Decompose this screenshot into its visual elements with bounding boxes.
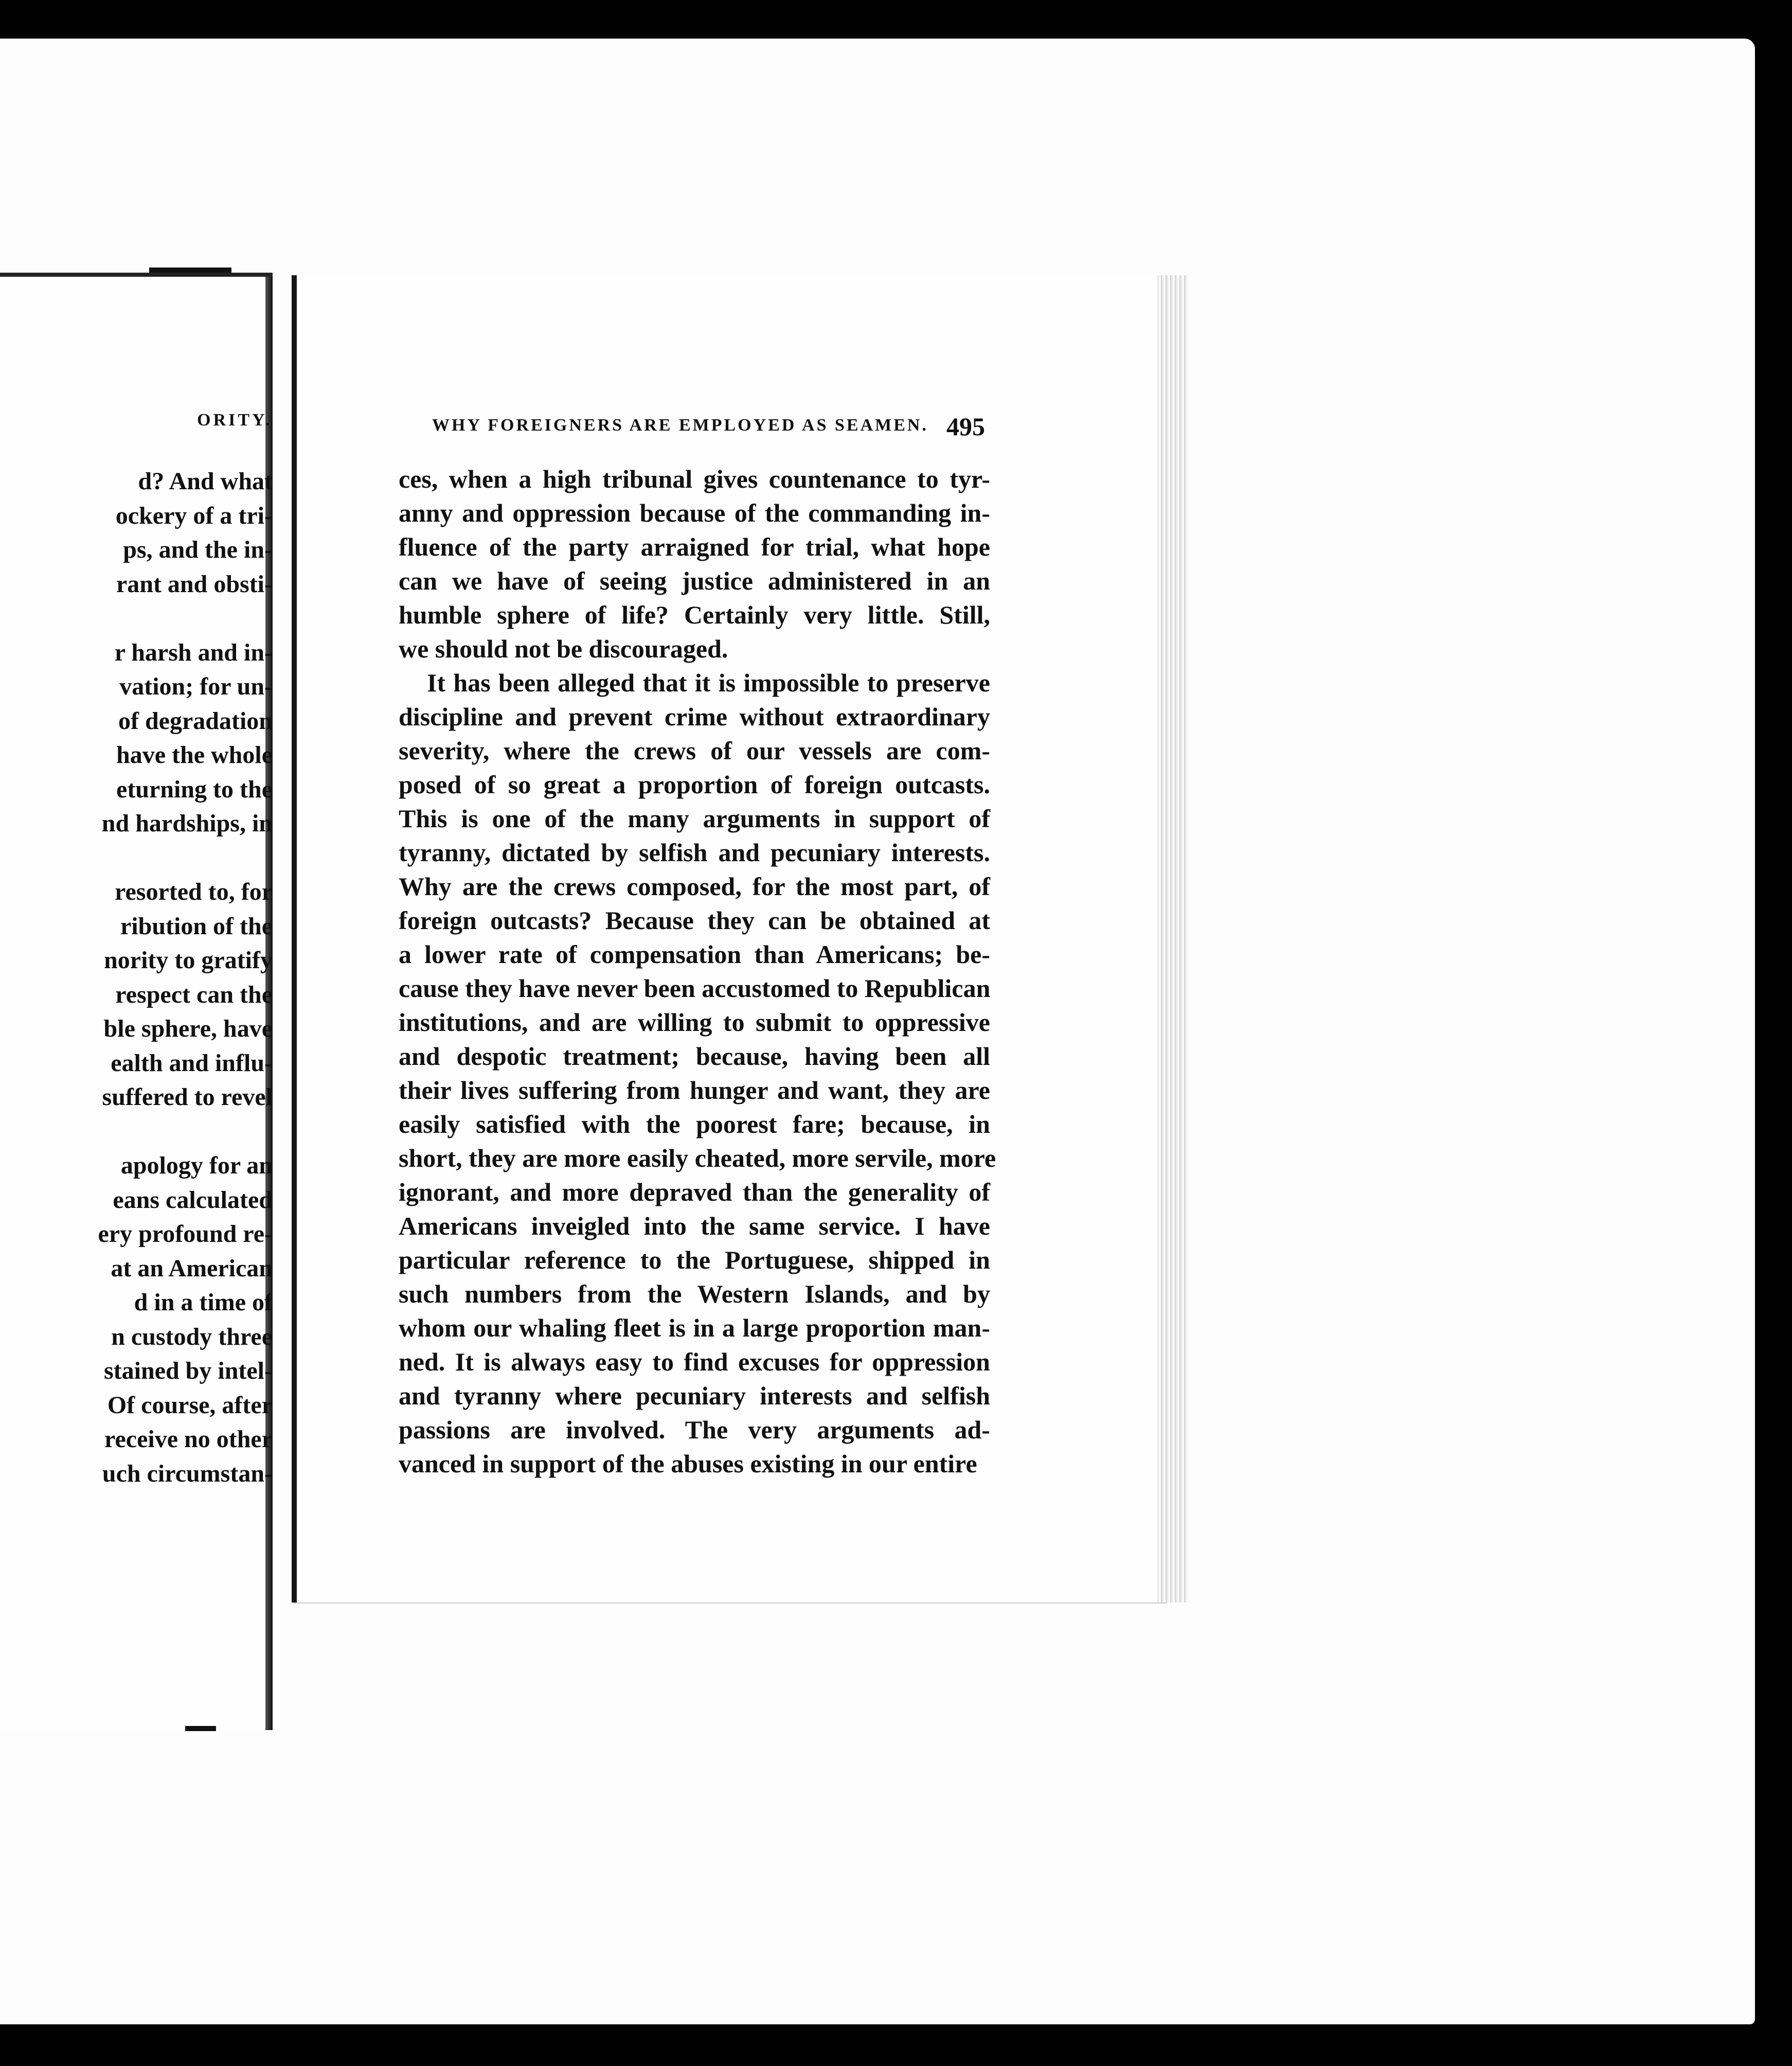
text-line: short, they are more easily cheated, more servile, more <box>399 1144 996 1172</box>
text-line: Why are the crews composed, for the most part, of <box>399 872 990 901</box>
text-line: discipline and prevent crime without extraordinary <box>399 702 990 731</box>
text-line: n custody three <box>111 1323 273 1350</box>
left-page <box>0 273 273 1730</box>
text-line: r harsh and in- <box>114 638 273 666</box>
text-line: their lives suffering from hunger and want, they are <box>399 1076 990 1105</box>
text-line: d in a time of <box>134 1289 273 1316</box>
page-body-text <box>399 462 996 1481</box>
text-line: respect can the <box>115 981 273 1008</box>
text-line: eans calculated <box>113 1186 273 1214</box>
text-line: have the whole <box>116 741 273 769</box>
text-line: stained by intel- <box>103 1357 273 1384</box>
text-line: cause they have never been accustomed to Republican <box>399 974 991 1003</box>
text-line: humble sphere of life? Certainly very little. Still, <box>399 600 990 629</box>
text-line: ockery of a tri- <box>115 502 273 529</box>
page-number: 495 <box>946 412 985 441</box>
text-line: d? And what <box>138 468 273 495</box>
text-line: nority to gratify <box>104 947 273 974</box>
page-edge <box>1157 275 1188 1602</box>
text-line: whom our whaling fleet is in a large proportion man- <box>399 1313 990 1342</box>
left-running-head: ORITY. <box>197 411 273 430</box>
text-line: ces, when a high tribunal gives countenance to tyr- <box>399 465 990 493</box>
text-line: easily satisfied with the poorest fare; because, in <box>399 1110 990 1138</box>
text-line: ps, and the in- <box>123 536 273 563</box>
text-line: a lower rate of compensation than Americans; be- <box>399 940 990 969</box>
text-line: tyranny, dictated by selfish and pecuniary interests. <box>399 838 990 867</box>
text-line: such numbers from the Western Islands, and by <box>399 1279 990 1308</box>
text-line: apology for an <box>120 1152 273 1179</box>
text-line: vation; for un- <box>119 673 273 700</box>
text-line: It has been alleged that it is impossible to preserve <box>427 668 990 697</box>
text-line: anny and oppression because of the commanding in- <box>399 498 990 527</box>
text-line: at an American <box>111 1254 273 1282</box>
text-line: of degradation <box>118 707 273 735</box>
text-line: fluence of the party arraigned for trial, what hope <box>399 532 990 561</box>
text-line: vanced in support of the abuses existing in our entire <box>399 1449 977 1478</box>
text-line: nd hardships, in <box>101 810 273 837</box>
text-line: institutions, and are willing to submit to oppressive <box>399 1008 990 1037</box>
text-line: ribution of the <box>120 912 273 940</box>
text-line: particular reference to the Portuguese, shipped in <box>399 1245 990 1274</box>
running-head-title: WHY FOREIGNERS ARE EMPLOYED AS SEAMEN. <box>432 416 928 435</box>
text-line: resorted to, for <box>115 878 273 905</box>
text-line: we should not be discouraged. <box>399 634 728 663</box>
scan-blot <box>185 1726 216 1731</box>
text-line: ealth and influ- <box>111 1049 273 1077</box>
text-line: eturning to the <box>116 775 273 803</box>
text-line: posed of so great a proportion of foreign outcasts. <box>399 770 990 799</box>
text-line: severity, where the crews of our vessels are com- <box>399 736 990 765</box>
scan-blot <box>149 268 231 273</box>
text-line: ery profound re- <box>98 1220 273 1248</box>
text-line: ble sphere, have <box>103 1015 273 1042</box>
text-line: and despotic treatment; because, having been all <box>399 1042 990 1071</box>
text-line: Of course, after <box>107 1391 273 1419</box>
text-line: passions are involved. The very arguments ad- <box>399 1415 990 1444</box>
text-line: Americans inveigled into the same service. I have <box>399 1212 990 1240</box>
text-line: receive no other <box>104 1426 273 1453</box>
text-line: ned. It is always easy to find excuses for oppression <box>399 1347 990 1376</box>
text-line: This is one of the many arguments in support of <box>399 804 990 833</box>
text-line: foreign outcasts? Because they can be obtained at <box>399 906 990 935</box>
text-line: uch circumstan- <box>102 1459 273 1487</box>
text-line: rant and obsti- <box>116 570 273 598</box>
text-line: ignorant, and more depraved than the generality of <box>399 1178 990 1206</box>
running-head <box>432 412 985 442</box>
text-line: suffered to revel <box>102 1083 273 1111</box>
text-line: can we have of seeing justice administered in an <box>399 566 990 595</box>
text-line: and tyranny where pecuniary interests and selfish <box>399 1381 990 1410</box>
